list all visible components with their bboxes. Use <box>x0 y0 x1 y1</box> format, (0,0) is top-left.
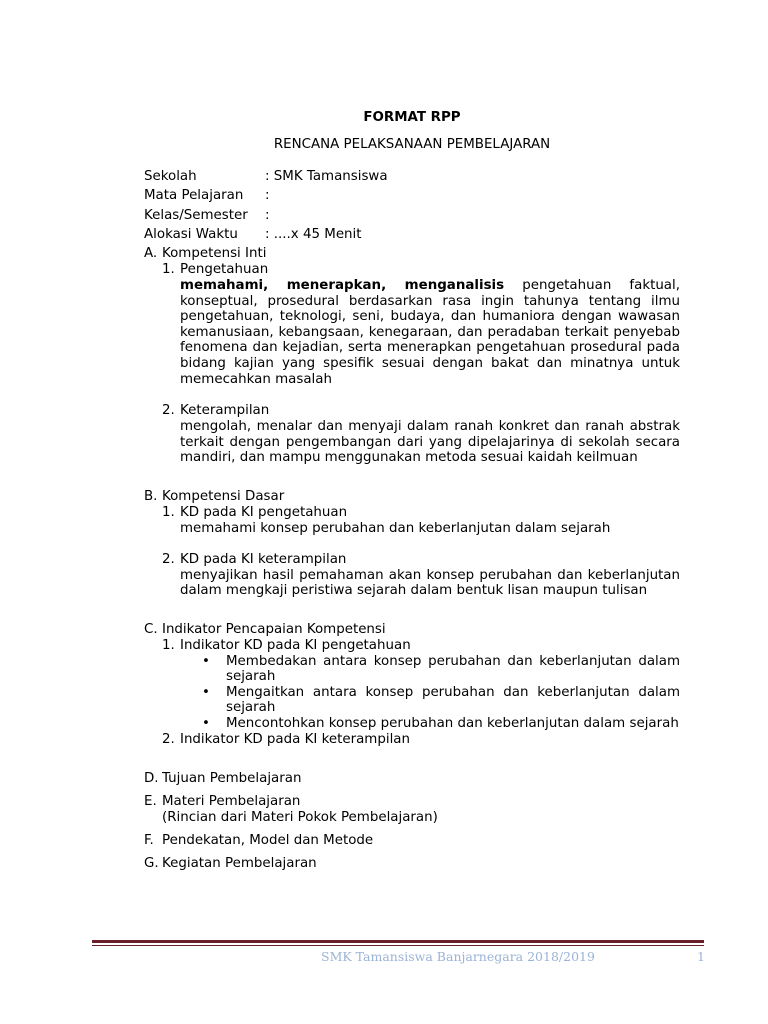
bullet-icon: • <box>202 684 210 700</box>
section-g-heading <box>144 856 680 872</box>
identity-label: Alokasi Waktu <box>144 226 238 242</box>
subsection-title: Indikator KD pada KI pengetahuan <box>180 637 411 653</box>
identity-value: : <box>265 188 270 204</box>
subsection-heading <box>162 262 680 278</box>
subsection-number: 1. <box>162 262 175 277</box>
section-a-heading <box>144 246 680 262</box>
ki-pengetahuan-body: pengetahuan faktual, konseptual, prosedural berdasarkan rasa ingin tahunya tentang ilmu pengetahuan, teknologi, seni, budaya, dan humaniora dengan wawasan kemanusiaan, kebangsaan, kenegaraan, dan peradaban terkait penyebab fenomena dan kejadian, serta menerapkan pengetahuan prosedural pada bidang kajian yang spesifik sesuai dengan bakat dan minatnya untuk memecahkan masalah <box>180 278 680 387</box>
subsection-heading <box>162 403 680 419</box>
section-letter: B. <box>144 488 158 504</box>
section-e-heading <box>144 794 680 810</box>
indikator-list <box>180 654 680 732</box>
identity-row-mata-pelajaran <box>144 186 388 205</box>
section-title: Indikator Pencapaian Kompetensi <box>162 621 386 637</box>
kd-pengetahuan-text: memahami konsep perubahan dan keberlanjutan dalam sejarah <box>180 520 611 536</box>
document-content <box>144 246 680 872</box>
section-title: Pendekatan, Model dan Metode <box>162 832 374 848</box>
section-letter: E. <box>144 793 157 809</box>
subsection-number: 1. <box>162 637 175 653</box>
section-title: Materi Pembelajaran <box>162 793 301 809</box>
subsection-heading <box>162 552 680 568</box>
section-e <box>144 794 680 826</box>
subsection-number: 2. <box>162 403 175 419</box>
section-title: Kompetensi Inti <box>162 246 267 261</box>
subsection-title: Keterampilan <box>180 403 270 419</box>
footer-divider <box>92 940 704 943</box>
section-c-item-1 <box>162 638 680 654</box>
subsection-heading <box>162 505 680 521</box>
ki-keterampilan-text: mengolah, menalar dan menyaji dalam ranah konkret dan ranah abstrak terkait dengan pengembangan dari yang dipelajarinya di sekolah secara mandiri, dan mampu menggunakan metoda sesuai kaidah keilmuan <box>180 419 680 466</box>
kd-keterampilan-text: menyajikan hasil pemahaman akan konsep perubahan dan keberlanjutan dalam mengkaji peristiwa sejarah dalam bentuk lisan maupun tulisan <box>180 567 680 599</box>
list-item-text: Membedakan antara konsep perubahan dan keberlanjutan dalam sejarah <box>226 653 680 685</box>
subsection-number: 1. <box>162 504 175 520</box>
identity-value: : ....x 45 Menit <box>265 226 362 242</box>
section-title: Kegiatan Pembelajaran <box>162 855 317 871</box>
subsection-heading <box>162 638 680 654</box>
section-b-item-2 <box>162 552 680 568</box>
page-title: FORMAT RPP <box>363 110 461 125</box>
section-letter: F. <box>144 832 154 848</box>
section-letter: C. <box>144 621 158 637</box>
identity-label: Mata Pelajaran <box>144 188 244 204</box>
section-d <box>144 771 680 787</box>
section-g <box>144 856 680 872</box>
bullet-icon: • <box>202 715 210 731</box>
section-letter: D. <box>144 770 159 786</box>
list-item-text: Mencontohkan konsep perubahan dan keberlanjutan dalam sejarah <box>226 715 679 731</box>
ki-pengetahuan-text <box>180 278 680 387</box>
section-b <box>144 489 680 599</box>
section-c <box>144 622 680 748</box>
section-c-heading <box>144 622 680 638</box>
identity-label: Kelas/Semester <box>144 207 248 223</box>
identity-value: : SMK Tamansiswa <box>265 169 388 184</box>
section-a-item-1 <box>162 262 680 278</box>
identity-row-sekolah <box>144 167 388 186</box>
section-c-item-2 <box>162 732 680 748</box>
section-a-item-2 <box>162 403 680 419</box>
footer-page-number: 1 <box>697 949 705 964</box>
subsection-title: Pengetahuan <box>180 262 269 277</box>
identity-row-kelas-semester <box>144 206 388 225</box>
identity-value: : <box>265 207 270 223</box>
list-item <box>180 685 680 716</box>
section-b-item-1 <box>162 505 680 521</box>
identity-label: Sekolah <box>144 169 197 184</box>
page-subtitle: RENCANA PELAKSANAAN PEMBELAJARAN <box>273 137 551 152</box>
identity-row-alokasi-waktu <box>144 225 388 244</box>
section-a <box>144 246 680 466</box>
ki-pengetahuan-bold: memahami, menerapkan, menganalisis <box>180 278 505 293</box>
subsection-title: KD pada KI keterampilan <box>180 551 347 567</box>
subsection-title: KD pada KI pengetahuan <box>180 504 348 520</box>
section-e-note: (Rincian dari Materi Pokok Pembelajaran) <box>162 809 438 825</box>
subsection-number: 2. <box>162 551 175 567</box>
section-letter: A. <box>144 246 158 261</box>
footer-divider-thin <box>92 945 704 946</box>
subsection-number: 2. <box>162 731 175 747</box>
section-b-heading <box>144 489 680 505</box>
section-d-heading <box>144 771 680 787</box>
subsection-heading <box>162 732 680 748</box>
section-letter: G. <box>144 855 159 871</box>
footer-school-text: SMK Tamansiswa Banjarnegara 2018/2019 <box>321 949 595 964</box>
section-title: Tujuan Pembelajaran <box>162 770 302 786</box>
identity-block <box>144 167 388 244</box>
list-item-text: Mengaitkan antara konsep perubahan dan keberlanjutan dalam sejarah <box>226 684 680 716</box>
section-f <box>144 833 680 849</box>
bullet-icon: • <box>202 653 210 669</box>
list-item <box>180 654 680 685</box>
section-f-heading <box>144 833 680 849</box>
subsection-title: Indikator KD pada KI keterampilan <box>180 731 410 747</box>
list-item <box>180 716 680 731</box>
section-title: Kompetensi Dasar <box>162 488 285 504</box>
